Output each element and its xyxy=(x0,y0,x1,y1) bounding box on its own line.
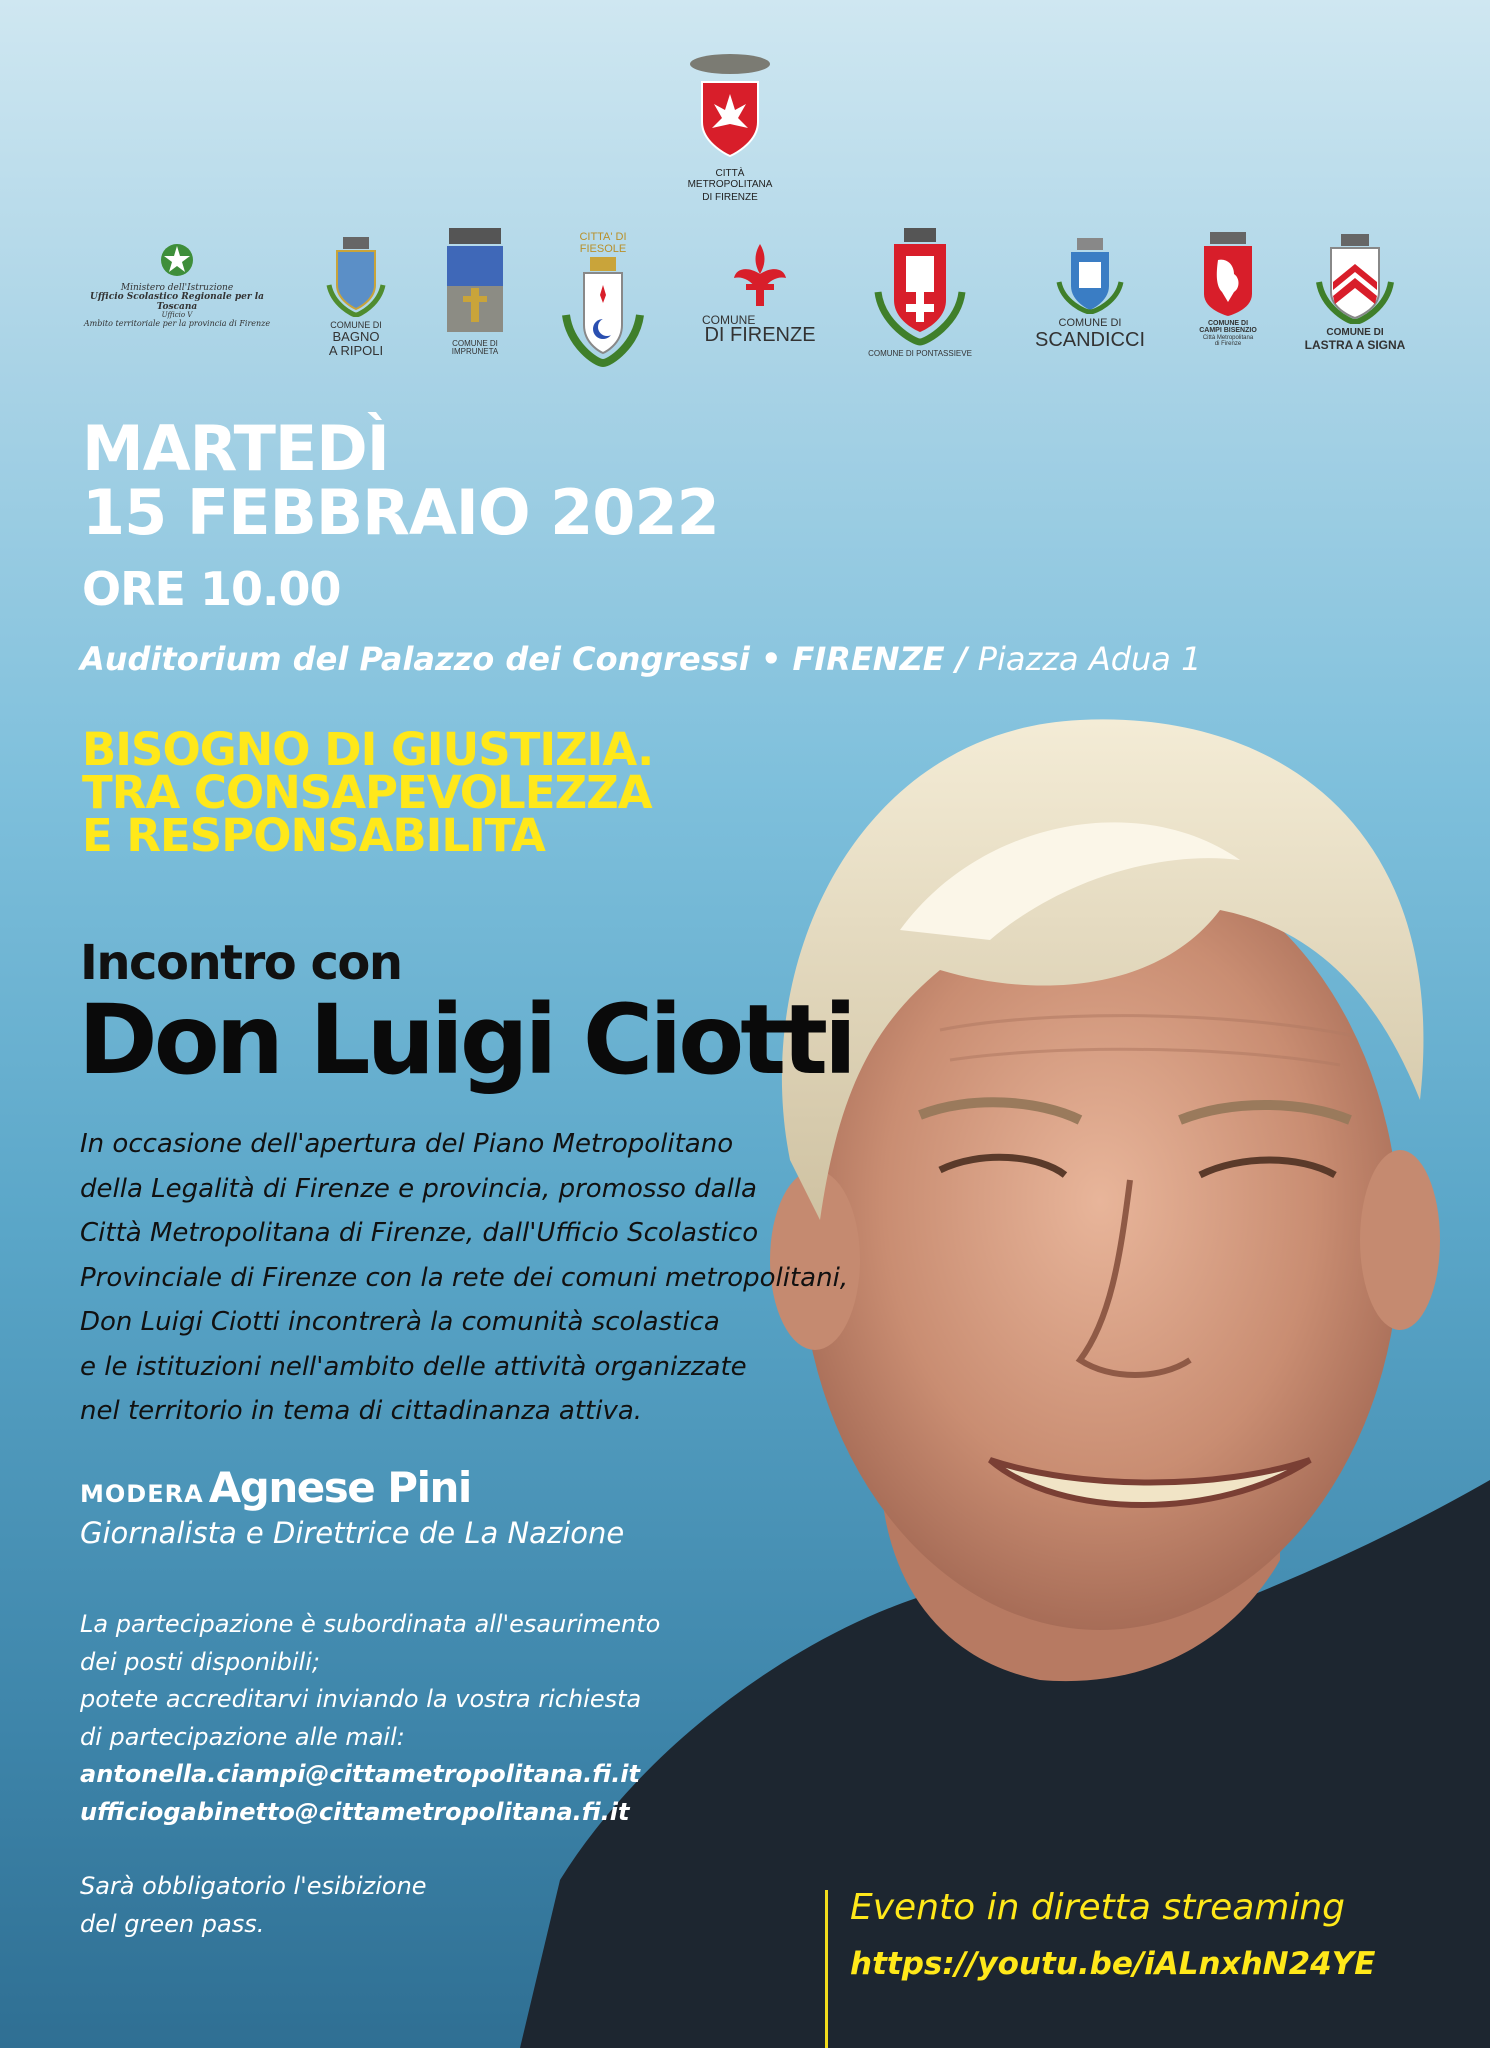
campi-bisenzio-crest-icon xyxy=(1200,230,1256,316)
top-crest-caption-1: CITTÀ METROPOLITANA xyxy=(687,168,773,190)
greenpass-line: Sarà obbligatorio l'esibizione xyxy=(80,1872,427,1900)
streaming-link[interactable]: https://youtu.be/iALnxhN24YE xyxy=(850,1946,1376,1982)
moderator-name: Agnese Pini xyxy=(208,1463,471,1512)
theme-line-3: E RESPONSABILITA xyxy=(82,809,545,862)
logo-scandicci: COMUNE DI SCANDICCI xyxy=(1030,236,1150,351)
theme-line-1: BISOGNO DI GIUSTIZIA. xyxy=(82,723,654,776)
fiesole-crest-icon xyxy=(556,255,650,367)
description-line: Don Luigi Ciotti incontrerà la comunità scolastica xyxy=(80,1307,720,1337)
venue-name: Auditorium del Palazzo dei Congressi xyxy=(80,640,750,678)
description-line: Provinciale di Firenze con la rete dei comuni metropolitani, xyxy=(80,1262,849,1293)
greenpass-line: del green pass. xyxy=(80,1909,265,1938)
description-line: In occasione dell'apertura del Piano Metropolitano xyxy=(80,1129,734,1159)
event-time: ORE 10.00 xyxy=(82,562,341,616)
description-line: nel territorio in tema di cittadinanza attiva. xyxy=(80,1396,643,1426)
event-date: 15 FEBBRAIO 2022 xyxy=(82,476,719,549)
streaming-label: Evento in diretta streaming xyxy=(850,1887,1346,1928)
moderator-label: MODERA xyxy=(80,1480,204,1508)
logo-impruneta: COMUNE DI IMPRUNETA xyxy=(430,226,520,357)
greenpass-notice xyxy=(80,1868,427,1943)
logo-fiesole: CITTA' DI FIESOLE xyxy=(556,232,650,371)
participation-line: La partecipazione è subordinata all'esaurimento xyxy=(80,1610,661,1638)
logo-lastra-a-signa: COMUNE DI LASTRA A SIGNA xyxy=(1296,232,1414,351)
emblem-italy-icon xyxy=(157,240,197,280)
citta-metropolitana-crest xyxy=(680,52,780,203)
scandicci-crest-icon xyxy=(1055,236,1125,314)
venue-address: Piazza Adua 1 xyxy=(967,640,1202,678)
logo-pontassieve: COMUNE DI PONTASSIEVE xyxy=(860,226,980,358)
moderator-role: Giornalista e Direttrice de La Nazione xyxy=(80,1516,625,1550)
streaming-divider xyxy=(825,1890,828,2048)
participation-line: dei posti disponibili; xyxy=(80,1647,320,1676)
speaker-name: Don Luigi Ciotti xyxy=(78,984,853,1096)
moderator xyxy=(80,1462,471,1523)
email-link-ciampi[interactable]: antonella.ciampi@cittametropolitana.fi.it xyxy=(80,1760,641,1788)
logo-comune-firenze: COMUNE DI FIRENZE xyxy=(700,240,820,346)
event-venue xyxy=(80,641,1201,677)
email-link-gabinetto[interactable]: ufficiogabinetto@cittametropolitana.fi.it xyxy=(80,1797,630,1826)
crown-crest-icon xyxy=(680,52,780,162)
venue-city: • FIRENZE / xyxy=(749,640,968,678)
pontassieve-crest-icon xyxy=(870,226,970,346)
event-theme xyxy=(82,723,654,862)
top-crest-caption-2: DI FIRENZE xyxy=(702,192,758,203)
firenze-lily-icon xyxy=(728,240,792,310)
event-description xyxy=(80,1122,880,1434)
theme-line-2: TRA CONSAPEVOLEZZA xyxy=(82,766,652,819)
bagno-a-ripoli-crest-icon xyxy=(323,235,389,317)
speaker-intro: Incontro con xyxy=(80,935,402,991)
lastra-a-signa-crest-icon xyxy=(1315,232,1395,324)
description-line: e le istituzioni nell'ambito delle attività organizzate xyxy=(80,1351,747,1382)
description-line: Città Metropolitana di Firenze, dall'Ufficio Scolastico xyxy=(80,1218,759,1248)
logo-campi-bisenzio: COMUNE DI CAMPI BISENZIO Città Metropolitana di Firenze xyxy=(1190,230,1266,347)
impruneta-crest-icon xyxy=(441,226,509,336)
logo-ministero: Ministero dell'Istruzione Ufficio Scolastico Regionale per la Toscana Ufficio V Ambito territoriale per la provincia di Firenze xyxy=(72,240,282,328)
participation-line: di partecipazione alle mail: xyxy=(80,1722,405,1751)
participation-info xyxy=(80,1606,780,1831)
description-line: della Legalità di Firenze e provincia, promosso dalla xyxy=(80,1173,757,1204)
participation-line: potete accreditarvi inviando la vostra richiesta xyxy=(80,1685,642,1713)
logo-bagno-a-ripoli: COMUNE DI BAGNO A RIPOLI xyxy=(318,235,394,358)
event-day: MARTEDÌ xyxy=(82,412,389,485)
